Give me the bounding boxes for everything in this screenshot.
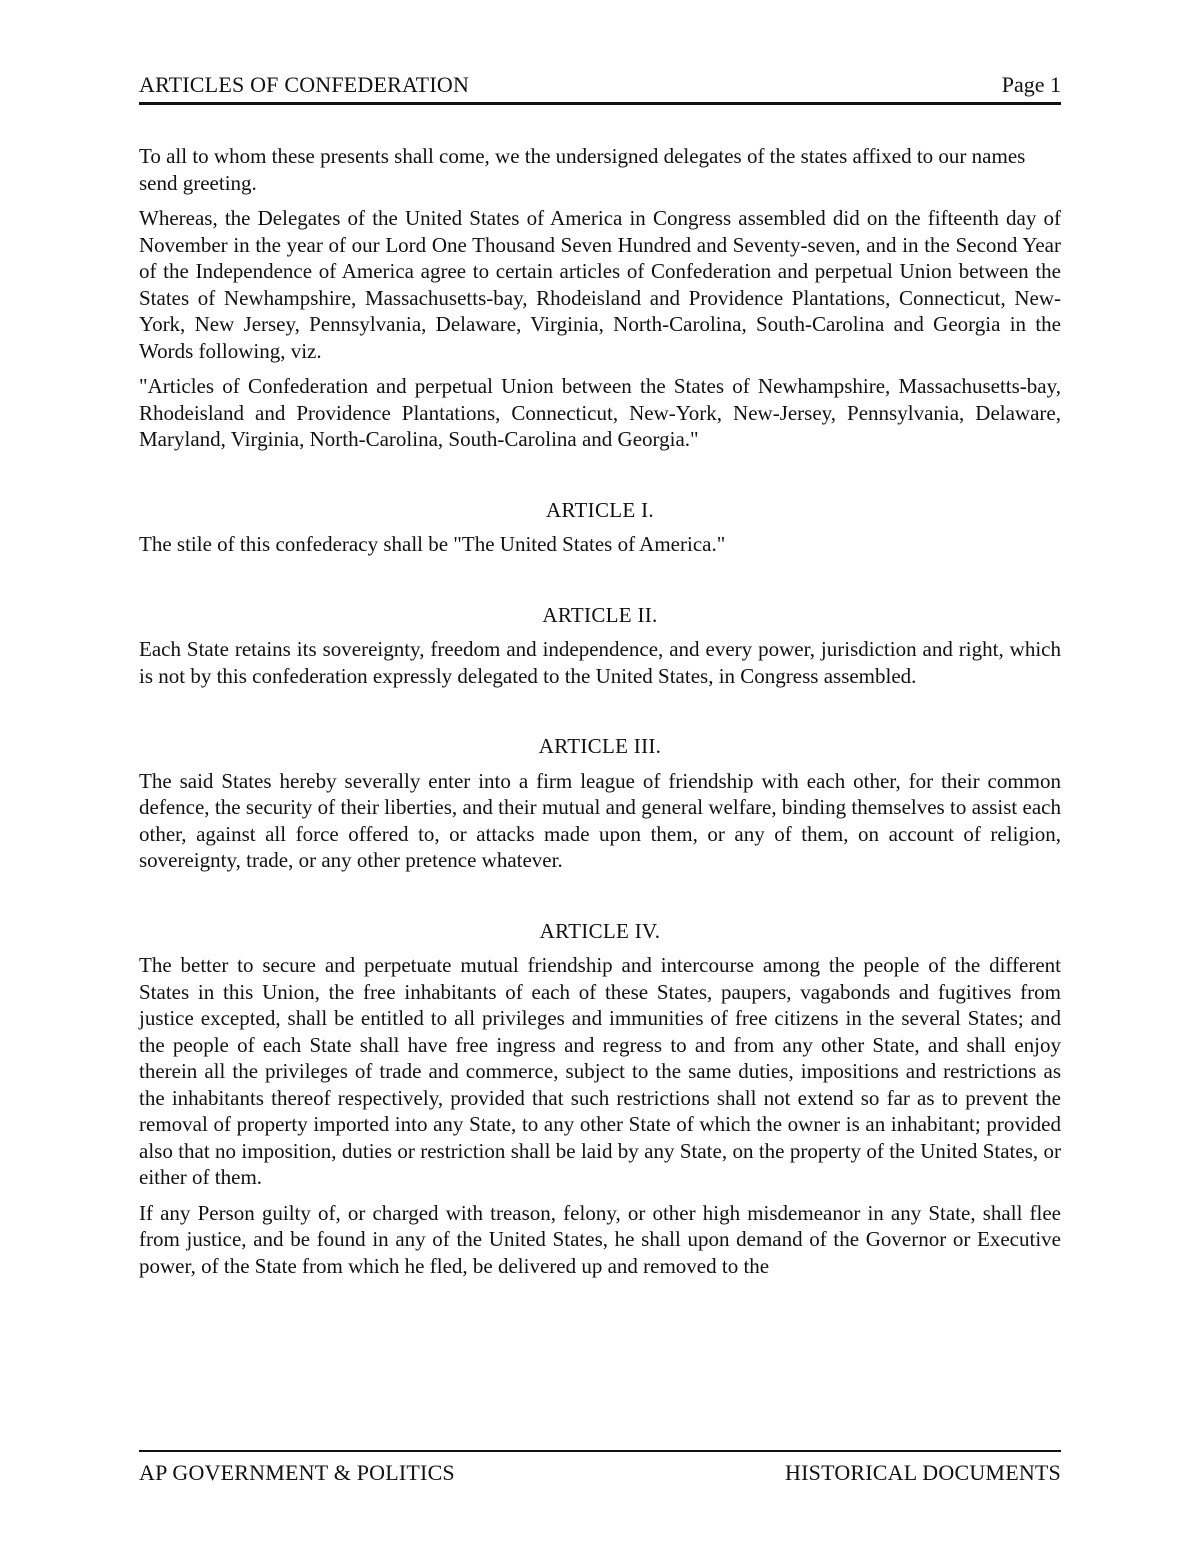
article-3-heading: ARTICLE III.: [538, 734, 662, 758]
intro-paragraph-2: Whereas, the Delegates of the United States of America in Congress assembled did on the fifteenth day of November in the year of our Lord One Thousand Seven Hundred and Seventy-seven, and in the Second Year of the Independence of America agree to certain articles of Confederation and perpetual Union between the States of Newhampshire, Massachusetts-bay, Rhodeisland and Providence Plantations, Connecticut, New-York, New Jersey, Pennsylvania, Delaware, Virginia, North-Carolina, South-Carolina and Georgia in the Words following, viz.: [139, 206, 1061, 363]
article-2-text: Each State retains its sovereignty, freedom and independence, and every power, jurisdiction and right, which is not by this confederation expressly delegated to the United States, in Congress assembled.: [139, 637, 1061, 688]
article-1-heading: ARTICLE I.: [546, 497, 654, 522]
intro-paragraph-1: To all to whom these presents shall come, we the undersigned delegates of the states affixed to our names send greeting.: [139, 144, 1026, 195]
article-4-text-2: If any Person guilty of, or charged with treason, felony, or other high misdemeanor in any State, shall flee from justice, and be found in any of the United States, he shall upon demand of the Governor or Executive power, of the State from which he fled, be delivered up and removed to the: [139, 1200, 1061, 1278]
page-footer: [139, 1450, 1061, 1499]
article-2-heading: ARTICLE II.: [542, 602, 658, 627]
intro-paragraph-3: "Articles of Confederation and perpetual Union between the States of Newhampshire, Massachusetts-bay, Rhodeisland and Providence Plantations, Connecticut, New-York, New-Jersey, Pennsylvania, Delaware, Maryland, Virginia, North-Carolina, South-Carolina and Georgia.": [139, 374, 1061, 451]
footer-section: HISTORICAL DOCUMENTS: [785, 1460, 1061, 1485]
page-header: [139, 72, 1061, 105]
document-title: ARTICLES OF CONFEDERATION: [139, 72, 470, 97]
page-number: Page 1: [1001, 72, 1061, 97]
article-4-heading: ARTICLE IV.: [539, 918, 661, 943]
article-4-text-1: The better to secure and perpetuate mutual friendship and intercourse among the people of the different States in this Union, the free inhabitants of each of these States, paupers, vagabonds and fugitives from justice excepted, shall be entitled to all privileges and immunities of free citizens in the several States; and the people of each State shall have free ingress and regress to and from any other State, and shall enjoy therein all the privileges of trade and commerce, subject to the same duties, impositions and restrictions as the inhabitants thereof respectively, provided that such restrictions shall not extend so far as to prevent the removal of property imported into any State, to any other State of which the owner is an inhabitant; provided also that no imposition, duties or restriction shall be laid by any State, on the property of the United States, or either of them.: [139, 953, 1061, 1189]
article-3-text: The said States hereby severally enter into a firm league of friendship with each other, for their common defence, the security of their liberties, and their mutual and general welfare, binding themselves to assist each other, against all force offered to, or attacks made upon them, or any of them, on account of religion, sovereignty, trade, or any other pretence whatever.: [139, 768, 1061, 872]
article-1-text: The stile of this confederacy shall be "The United States of America.": [139, 532, 726, 556]
document-body: [139, 143, 1061, 1288]
footer-course: AP GOVERNMENT & POLITICS: [139, 1460, 455, 1485]
